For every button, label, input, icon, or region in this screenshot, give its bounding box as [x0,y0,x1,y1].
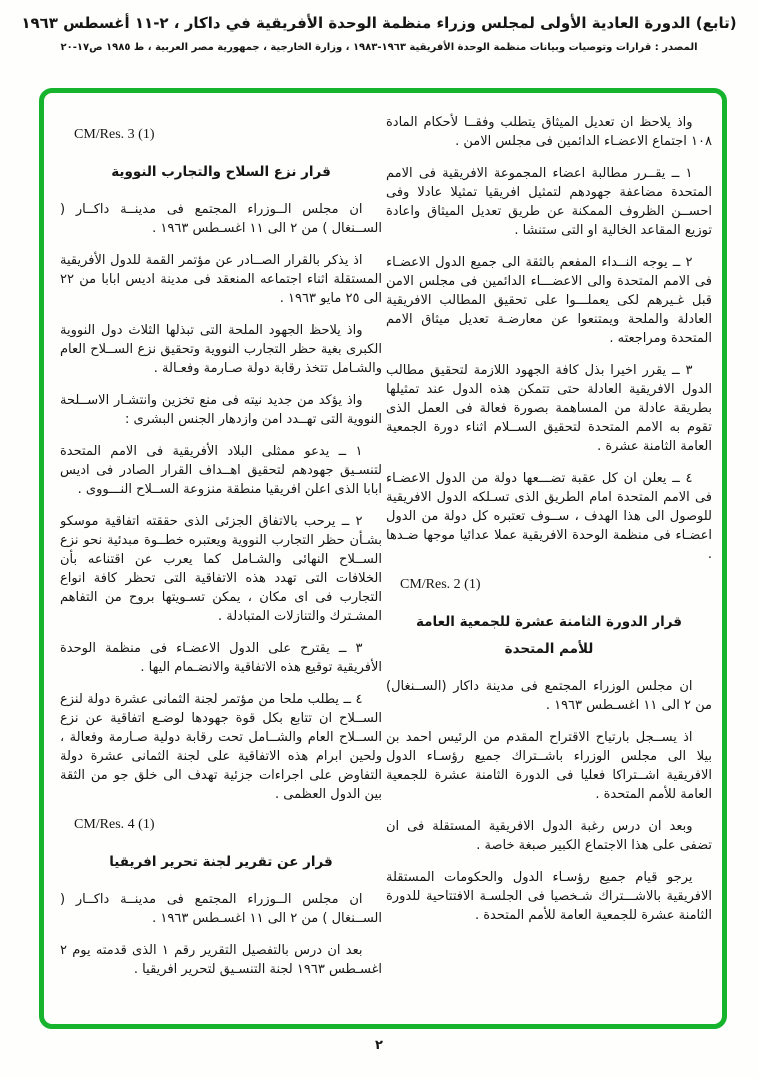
paragraph: واذ يلاحظ الجهود الملحة التى تبذلها الثلاث دول النووية الكبرى بغية حظر التجارب النووية وتحقيق نزع الســلاح العام والشـامل تتخذ رقابة دولة صـارمة وفعـالة . [60,323,382,376]
paragraph: ان مجلس الــوزراء المجتمع فى مدينــة داكــار ( الســنغال ) من ٢ الى ١١ اغسـطس ١٩٦٣ . [60,202,382,236]
resolution-ref: CM/Res. 3 (1) [74,127,155,142]
paragraph: ان مجلس الــوزراء المجتمع فى مدينــة داكــار ( الســنغال ) من ٢ الى ١١ اغسـطس ١٩٦٣ . [60,892,382,926]
paragraph: يرجو قيام جميع رؤسـاء الدول والحكومات المستقلة الافريقية بالاشـــتراك شـخصيا فى الجلسـة الافتتاحية للدورة الثامنة عشرة للجمعية العامة للأمم المتحدة . [386,870,712,923]
paragraph: ٢ ــ يرحب بالاتفاق الجزئى الذى حققته اتفاقية موسكو بشـأن حظر التجارب النووية ويعتبره خطــوة مبدئية نحو نزع الســلاح النهائى والشـامل كما يعرب عن اقتناعه بأن الخلافات التى تهدد هذه الاتفاقية التى تحظر كافة انواع التجارب فى اى مكان ، يمكن تسـويتها بروح من التفاهم المشـترك والتنازلات المتبادلة . [60,514,382,624]
paragraph: ٢ ــ يوجه النــداء المفعم بالثقة الى جميع الدول الاعضـاء فى الامم المتحدة والى الاعضـــاء الدائمين فى مجلس الامن قبل غـيرهم لكى يعملـــوا على تحقيق المطالب الافريقية العادلة والملحة ويمتنعوا عن معارضـة تعديل ميثاق الامم المتحدة ومراجعته . [386,255,712,346]
paragraph: واذ يؤكد من جديد نيته فى منع تخزين وانتشـار الاســلحة النووية التى تهــدد امن وازدهار الجنس البشرى : [60,393,382,427]
text-column-left [60,123,382,1015]
paragraph: ٣ ــ يقترح على الدول الاعضـاء فى منظمة الوحدة الأفريقية توقيع هذه الاتفاقية والانضـمام اليها . [60,641,382,675]
paragraph: ٣ ــ يقرر اخيرا بذل كافة الجهود اللازمة لتحقيق مطالب الدول الافريقية العادلة حتى تتمكن هذه الدول عند تمثيلها بطريقة عادلة من المساهمة بصورة فعالة فى العمل الذى تقوم به الامم المتحدة لتحقيق الســلام اثناء دورة الجمعية العامة الثامنة عشرة . [386,363,712,454]
text-column-right [386,113,712,1015]
paragraph: واذ يلاحظ ان تعديل الميثاق يتطلب وفقــا لأحكام المادة ١٠٨ اجتماع الاعضـاء الدائمين فى مجلس الامن . [386,115,712,149]
paragraph: ٤ ــ يعلن ان كل عقبة تضـــعها دولة من الدول الاعضـاء فى الامم المتحدة امام الطريق الذى تسـلكه الدول الافريقية للوصول الى هذا الهدف ، ســوف تعتبره كل دولة من الدول اعضـاء فى منظمة الوحدة الافريقية عملا عدائيا موجها ضـدها . [386,471,712,562]
resolution-ref: CM/Res. 4 (1) [74,817,155,832]
session-title: (تابع) الدورة العادية الأولى لمجلس وزراء منظمة الوحدة الأفريقية في داكار ، ٢-١١ أغسطس ١٩٦٣ [21,14,737,32]
paragraph: بعد ان درس بالتفصيل التقرير رقم ١ الذى قدمته يوم ٢ اغسـطس ١٩٦٣ لجنة التنسـيق لتحرير افريقيا . [60,943,382,977]
paragraph: اذ يســجل بارتياح الاقتراح المقدم من الرئيس احمد بن بيلا الى مجلس الوزراء باشــتراك جميع رؤسـاء الدول الافريقية اشــتراكا فعليا فى الدورة الثامنة عشرة للجمعية العامة للأمم المتحدة . [386,730,712,802]
paragraph: اذ يذكر بالقرار الصــادر عن مؤتمر القمة للدول الأفريقية المستقلة اثناء اجتماعه المنعقد فى مدينة اديس ابابا من ٢٢ الى ٢٥ مايو ١٩٦٣ . [60,253,382,306]
paragraph: ١ ــ يدعو ممثلى البلاد الأفريقية فى الامم المتحدة لتنسـيق جهودهم لتحقيق اهــداف القرار الصادر فى اديس ابابا الذى اعلن افريقيا منطقة منزوعة الســلاح النـــووى . [60,444,382,497]
resolution-ref: CM/Res. 2 (1) [400,577,481,592]
page-number: ٢ [375,1038,383,1053]
resolution-title: قرار عن تقرير لجنة تحرير افريقيا [109,854,333,870]
paragraph: وبعد ان درس رغبة الدول الافريقية المستقلة فى ان تضفى على هذا الاجتماع الكبير صبغة خاصة . [386,819,712,853]
paragraph: ان مجلس الوزراء المجتمع فى مدينة داكار (الســنغال) من ٢ الى ١١ اغسـطس ١٩٦٣ . [386,679,712,713]
source-citation: المصدر : قرارات وتوصيات وبيانات منظمة الوحدة الأفريقية ١٩٦٣-١٩٨٣ ، وزارة الخارجية ، جمهورية مصر العربية ، ط ١٩٨٥ ص١٧-٢٠ [60,42,698,53]
resolution-title: قرار الدورة الثامنة عشرة للجمعية العامة للأمم المتحدة [415,614,683,657]
paragraph: ٤ ــ يطلب ملحا من مؤتمر لجنة الثمانى عشرة دولة لنزع الســلاح ان تتابع بكل قوة جهودها لوضـع اتفاقية عن نزع الســلاح العام والشــامل تحت رقابة دولية صـارمة وفعالة ، ولحين ابرام هذه الاتفاقية على لجنة الثمانى عشرة دولة التفاوض على اجراءات جزئية تهدف الى خلق جو من الثقة بين الدول العظمى . [60,692,382,802]
content-border-box [39,88,727,1029]
paragraph: ١ ــ يقــرر مطالبة اعضاء المجموعة الافريقية فى الامم المتحدة مضاعفة جهودهم لتمثيل افريقيا تمثيلا عادلا وفى احســن الظروف الممكنة عن طريق تعديل الميثاق واعادة توزيع المقاعد الخالية او التى ستنشا . [386,166,712,238]
resolution-title: قرار نزع السلاح والتجارب النووية [111,164,331,180]
page-header [0,14,758,53]
